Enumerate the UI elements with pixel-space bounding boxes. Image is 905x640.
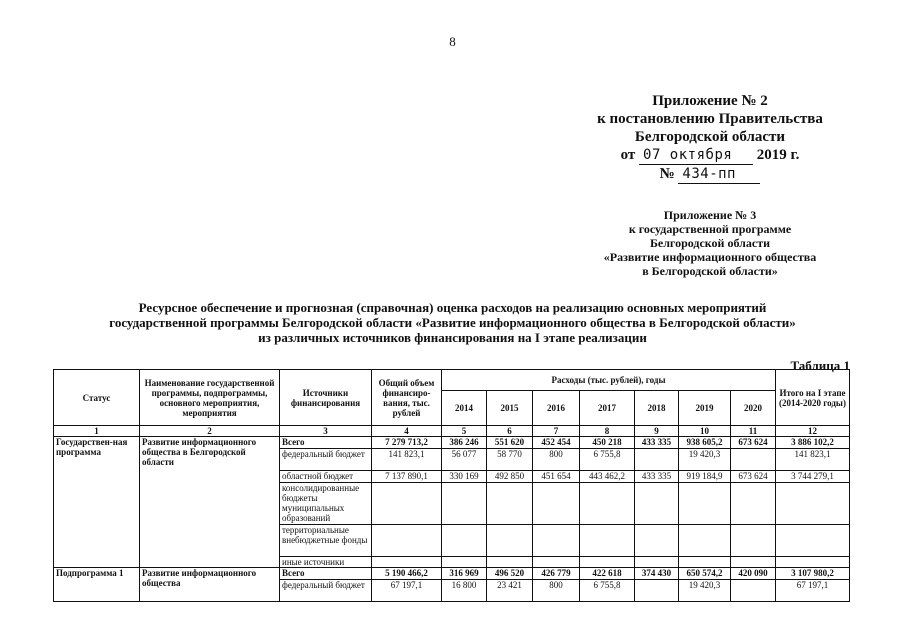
total-cell: 7 137 890,1 — [372, 471, 442, 483]
year-cell: 492 850 — [487, 471, 533, 483]
year-cell — [679, 483, 731, 525]
year-cell — [635, 449, 679, 471]
source-cell: федеральный бюджет — [280, 449, 372, 471]
header-expenses: Расходы (тыс. рублей), годы — [442, 370, 776, 391]
date-value: 07 октября — [639, 146, 753, 165]
year-cell — [580, 525, 635, 557]
appendix-2-region: Белгородской области — [634, 129, 786, 145]
header-status: Статус — [54, 370, 140, 426]
source-cell: территориальные внебюджетные фонды — [280, 525, 372, 557]
year-cell — [442, 525, 487, 557]
source-cell: федеральный бюджет — [280, 580, 372, 602]
column-number: 3 — [280, 426, 372, 437]
year-cell: 450 218 — [580, 437, 635, 449]
appendix-3-title: Приложение № 3 — [663, 208, 757, 222]
year-cell — [635, 557, 679, 568]
year-cell: 673 624 — [731, 471, 776, 483]
year-cell — [487, 557, 533, 568]
year-cell: 420 090 — [731, 568, 776, 580]
year-cell: 374 430 — [635, 568, 679, 580]
year-cell: 6 755,8 — [580, 449, 635, 471]
appendix-3-region: Белгородской области — [649, 236, 771, 250]
total-cell: 141 823,1 — [372, 449, 442, 471]
header-year: 2014 — [442, 391, 487, 426]
appendix-3-program-1: «Развитие информационного общества — [603, 250, 817, 264]
year-cell: 551 620 — [487, 437, 533, 449]
source-cell: областной бюджет — [280, 471, 372, 483]
stage-total-cell: 141 823,1 — [776, 449, 850, 471]
title-line-1: Ресурсное обеспечение и прогнозная (справочная) оценка расходов на реализацию основных мероприятий — [138, 300, 767, 315]
title-line-3: из различных источников финансирования на I этапе реализации — [258, 330, 647, 345]
column-number: 9 — [635, 426, 679, 437]
year-cell — [731, 449, 776, 471]
source-cell: Всего — [280, 437, 372, 449]
source-cell: консолидированные бюджеты муниципальных образований — [280, 483, 372, 525]
year-cell — [731, 483, 776, 525]
year-cell: 650 574,2 — [679, 568, 731, 580]
stage-total-cell — [776, 525, 850, 557]
table-label: Таблица 1 — [790, 358, 850, 373]
column-number: 8 — [580, 426, 635, 437]
column-number: 11 — [731, 426, 776, 437]
column-number: 1 — [54, 426, 140, 437]
year-cell — [731, 580, 776, 602]
year-cell: 19 420,3 — [679, 449, 731, 471]
stage-total-cell: 3 886 102,2 — [776, 437, 850, 449]
column-number: 7 — [533, 426, 580, 437]
name-cell: Развитие информационного общества в Белгородской области — [140, 437, 280, 568]
year-cell: 58 770 — [487, 449, 533, 471]
number-value: 434-пп — [678, 165, 760, 184]
year-cell: 386 246 — [442, 437, 487, 449]
year-cell — [679, 557, 731, 568]
year-cell — [533, 483, 580, 525]
total-cell: 7 279 713,2 — [372, 437, 442, 449]
stage-total-cell: 67 197,1 — [776, 580, 850, 602]
year-cell — [731, 557, 776, 568]
header-year: 2019 — [679, 391, 731, 426]
year-cell: 433 335 — [635, 471, 679, 483]
year-cell — [442, 483, 487, 525]
header-year: 2018 — [635, 391, 679, 426]
appendix-2-date-line — [560, 146, 860, 165]
total-cell — [372, 557, 442, 568]
year-cell: 16 800 — [442, 580, 487, 602]
column-number: 12 — [776, 426, 850, 437]
total-cell: 67 197,1 — [372, 580, 442, 602]
year-cell: 800 — [533, 449, 580, 471]
stage-total-cell — [776, 557, 850, 568]
appendix-3-ref: к государственной программе — [628, 222, 792, 236]
header-name: Наименование государственной программы, подпрограммы, основного мероприятия, мероприятия — [140, 370, 280, 426]
year-cell: 919 184,9 — [679, 471, 731, 483]
source-cell: Всего — [280, 568, 372, 580]
year-cell — [580, 483, 635, 525]
column-number: 6 — [487, 426, 533, 437]
column-number: 10 — [679, 426, 731, 437]
appendix-2-number-line — [560, 165, 860, 184]
year-cell — [635, 525, 679, 557]
appendix-3-header — [560, 208, 860, 278]
header-row-1 — [54, 370, 850, 391]
page-number: 8 — [449, 34, 456, 49]
year-cell: 426 779 — [533, 568, 580, 580]
year-cell: 673 624 — [731, 437, 776, 449]
column-number: 2 — [140, 426, 280, 437]
source-cell: иные источники — [280, 557, 372, 568]
appendix-3-program-2: в Белгородской области» — [642, 264, 778, 278]
year-cell — [731, 525, 776, 557]
column-number: 4 — [372, 426, 442, 437]
year-cell: 19 420,3 — [679, 580, 731, 602]
year-cell: 443 462,2 — [580, 471, 635, 483]
year-cell — [580, 557, 635, 568]
name-cell: Развитие информационного общества — [140, 568, 280, 602]
year-cell — [487, 483, 533, 525]
header-year: 2016 — [533, 391, 580, 426]
year-cell: 23 421 — [487, 580, 533, 602]
year-cell: 56 077 — [442, 449, 487, 471]
header-total: Общий объем финансиро-вания, тыс. рублей — [372, 370, 442, 426]
year-cell — [533, 557, 580, 568]
year-cell: 938 605,2 — [679, 437, 731, 449]
year-cell: 452 454 — [533, 437, 580, 449]
year-cell — [533, 525, 580, 557]
header-year: 2015 — [487, 391, 533, 426]
stage-total-cell — [776, 483, 850, 525]
year-cell — [679, 525, 731, 557]
appendix-2-title: Приложение № 2 — [652, 93, 768, 109]
title-line-2: государственной программы Белгородской области «Развитие информационного общества в Белгородской области» — [109, 315, 796, 330]
year-cell: 330 169 — [442, 471, 487, 483]
document-title — [40, 300, 865, 345]
year-cell: 6 755,8 — [580, 580, 635, 602]
header-sources: Источники финансирования — [280, 370, 372, 426]
total-cell — [372, 525, 442, 557]
header-year: 2017 — [580, 391, 635, 426]
status-cell: Подпрограмма 1 — [54, 568, 140, 602]
year-cell — [487, 525, 533, 557]
status-cell: Государствен-ная программа — [54, 437, 140, 568]
resource-table — [53, 369, 850, 602]
number-prefix: № — [659, 166, 675, 182]
column-numbers-row — [54, 426, 850, 437]
header-year: 2020 — [731, 391, 776, 426]
year-cell — [635, 580, 679, 602]
stage-total-cell: 3 107 980,2 — [776, 568, 850, 580]
header-stage-total: Итого на I этапе (2014-2020 годы) — [776, 370, 850, 426]
date-suffix: 2019 г. — [756, 147, 800, 163]
appendix-2-header — [560, 92, 860, 184]
table-row — [54, 568, 850, 580]
year-cell: 496 520 — [487, 568, 533, 580]
year-cell — [442, 557, 487, 568]
date-prefix: от — [620, 147, 636, 163]
table-row — [54, 437, 850, 449]
total-cell: 5 190 466,2 — [372, 568, 442, 580]
year-cell: 451 654 — [533, 471, 580, 483]
stage-total-cell: 3 744 279,1 — [776, 471, 850, 483]
year-cell: 422 618 — [580, 568, 635, 580]
year-cell — [635, 483, 679, 525]
appendix-2-ref: к постановлению Правительства — [597, 111, 823, 127]
year-cell: 316 969 — [442, 568, 487, 580]
year-cell: 433 335 — [635, 437, 679, 449]
column-number: 5 — [442, 426, 487, 437]
total-cell — [372, 483, 442, 525]
year-cell: 800 — [533, 580, 580, 602]
